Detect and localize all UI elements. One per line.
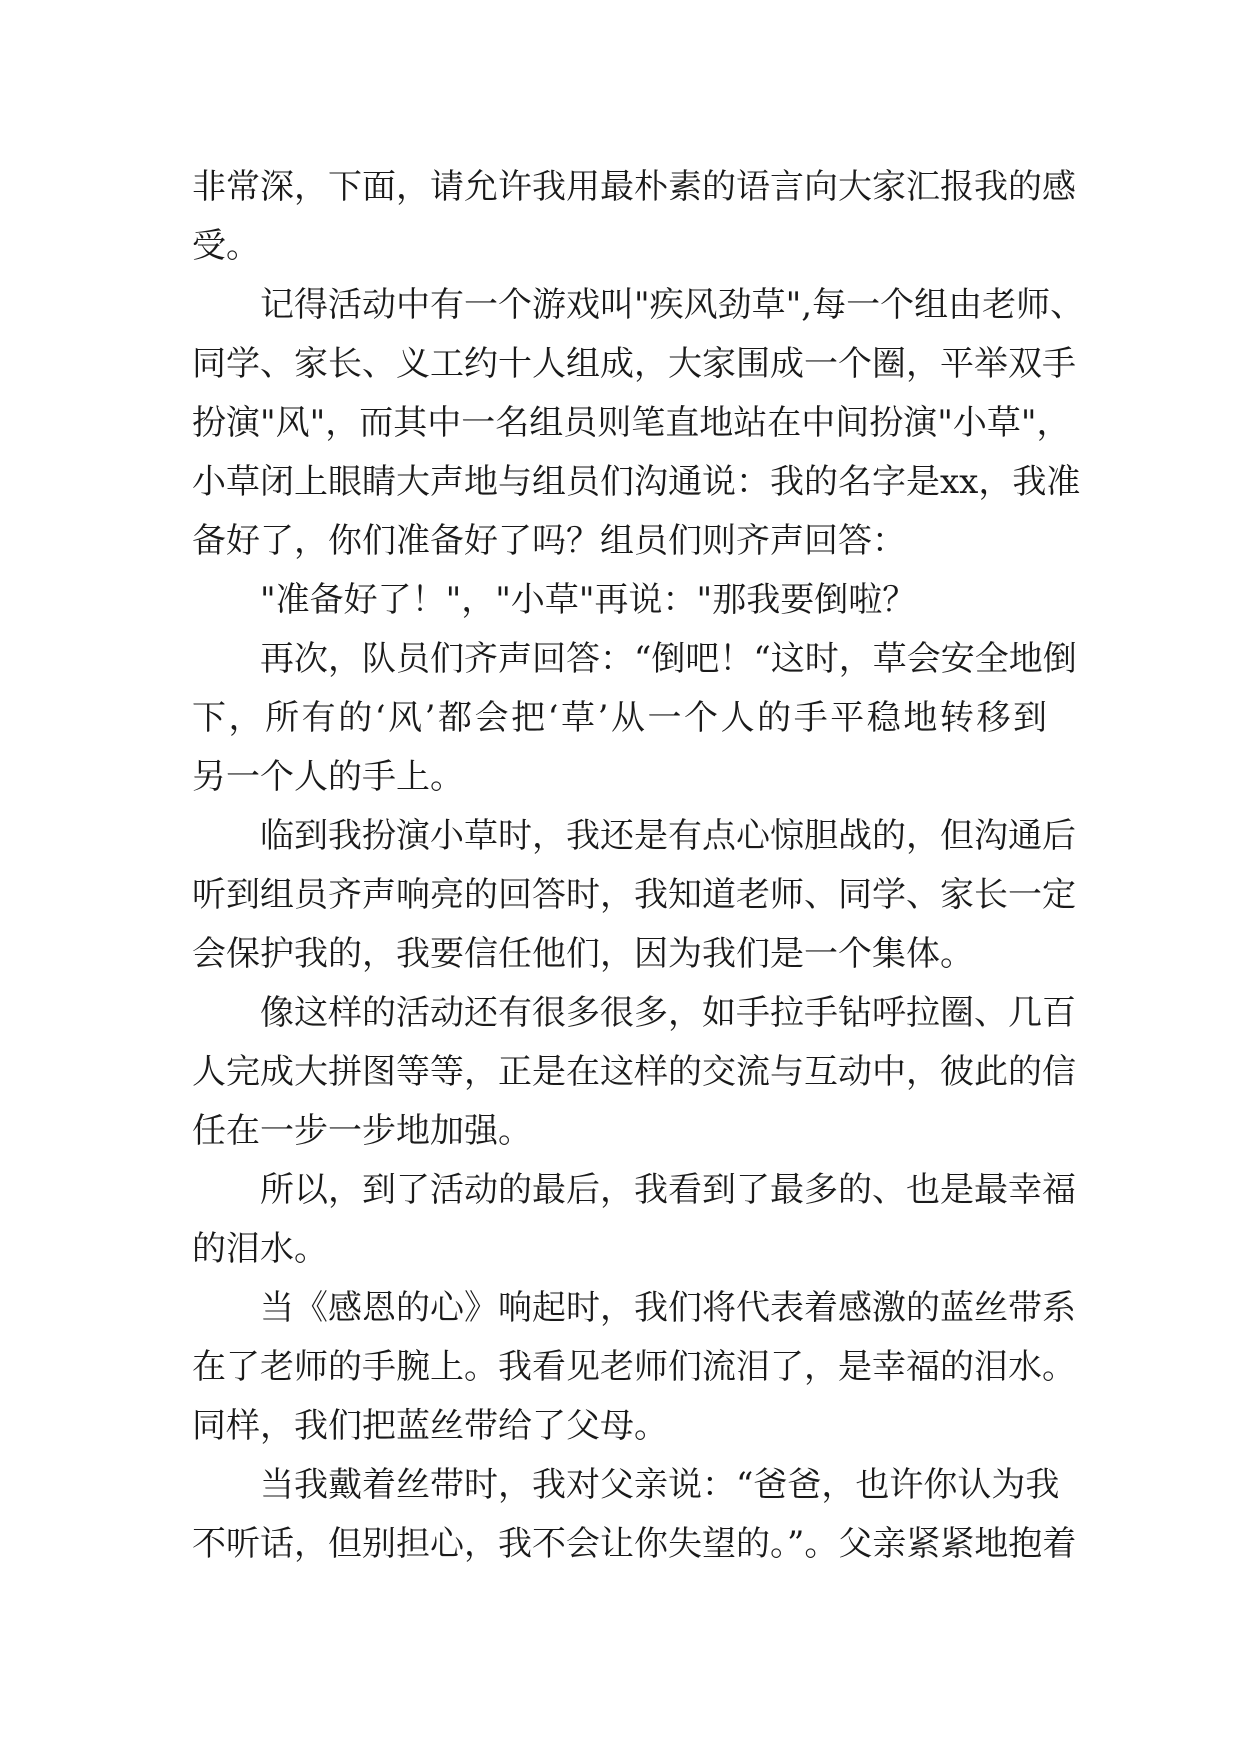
text-line: 所以，到了活动的最后，我看到了最多的、也是最幸福	[260, 1170, 1076, 1210]
text-line: 在了老师的手腕上。我看见老师们流泪了，是幸福的泪水。	[192, 1347, 1076, 1387]
text-line: 同样，我们把蓝丝带给了父母。	[192, 1406, 668, 1446]
text-line: 任在一步一步地加强。	[192, 1111, 532, 1151]
text-line: 当我戴着丝带时，我对父亲说：“爸爸，也许你认为我	[260, 1465, 1060, 1505]
text-line: 另一个人的手上。	[192, 757, 464, 797]
text-line: 非常深，下面，请允许我用最朴素的语言向大家汇报我的感	[192, 167, 1076, 207]
text-line: 像这样的活动还有很多很多，如手拉手钻呼拉圈、几百	[260, 993, 1076, 1033]
text-line: 当《感恩的心》响起时，我们将代表着感激的蓝丝带系	[260, 1288, 1076, 1328]
text-line: 再次，队员们齐声回答：“倒吧！“这时，草会安全地倒	[260, 639, 1077, 679]
document-body-text	[192, 158, 1085, 1574]
text-line: 人完成大拼图等等，正是在这样的交流与互动中，彼此的信	[192, 1052, 1076, 1092]
text-line: 同学、家长、义工约十人组成，大家围成一个圈，平举双手	[192, 344, 1076, 384]
text-line: 的泪水。	[192, 1229, 328, 1269]
text-line: 扮演"风"，而其中一名组员则笔直地站在中间扮演"小草"，	[192, 403, 1071, 443]
text-line: 记得活动中有一个游戏叫"疾风劲草",每一个组由老师、	[260, 285, 1085, 325]
text-line: 会保护我的，我要信任他们，因为我们是一个集体。	[192, 934, 974, 974]
text-line: 受。	[192, 226, 260, 266]
text-line: 临到我扮演小草时，我还是有点心惊胆战的，但沟通后	[260, 816, 1076, 856]
text-line: 备好了，你们准备好了吗？组员们则齐声回答：	[192, 521, 906, 561]
text-line: "准备好了！"，"小草"再说："那我要倒啦？	[260, 580, 917, 620]
text-line: 下，所有的‘风’都会把‘草’从一个人的手平稳地转移到	[192, 698, 1047, 738]
text-line: 小草闭上眼睛大声地与组员们沟通说：我的名字是xx，我准	[192, 462, 1081, 502]
text-line: 不听话，但别担心，我不会让你失望的。”。父亲紧紧地抱着	[192, 1524, 1077, 1564]
text-line: 听到组员齐声响亮的回答时，我知道老师、同学、家长一定	[192, 875, 1076, 915]
